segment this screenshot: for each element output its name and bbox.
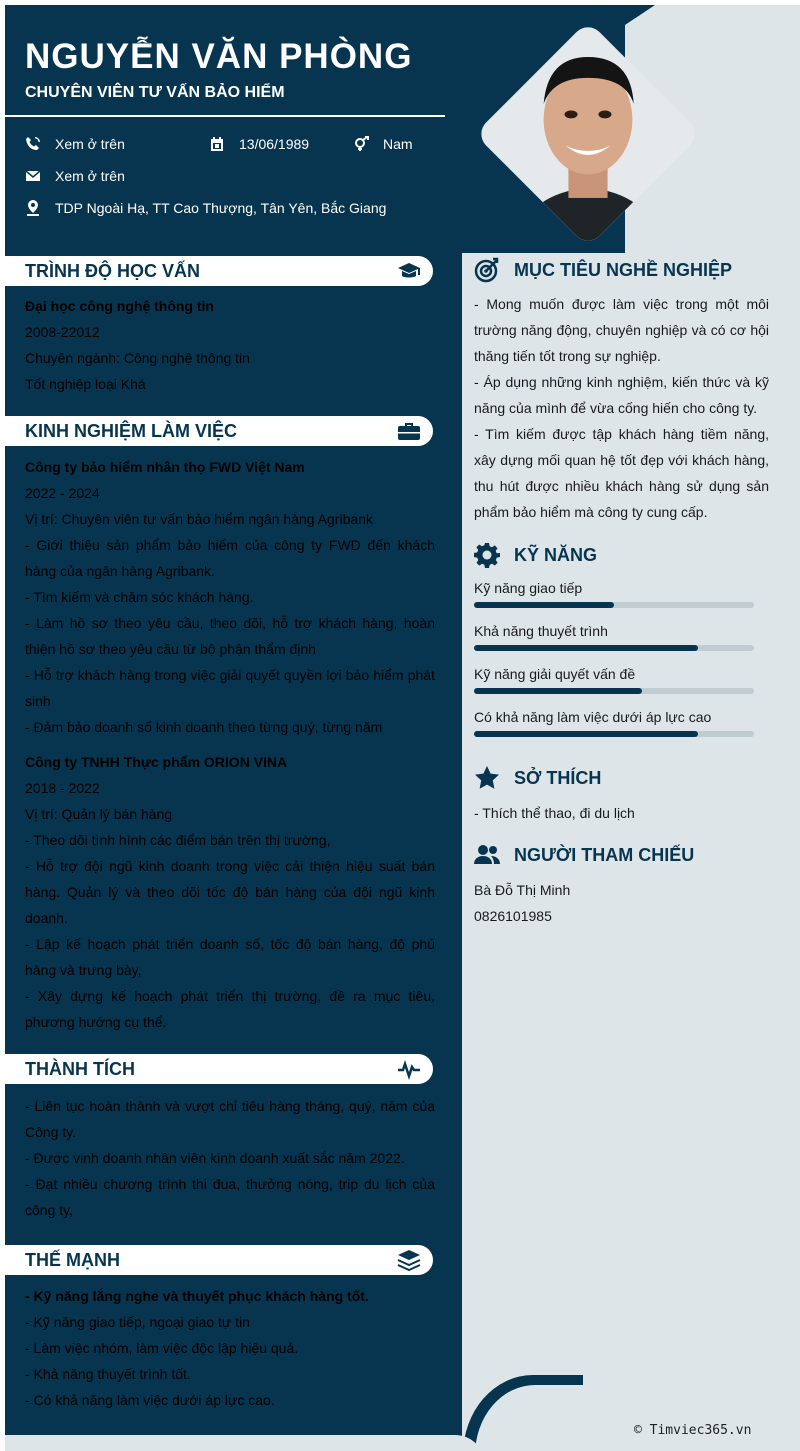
job-1-duty: - Hỗ trợ khách hàng trong việc giải quyết quyền lợi bảo hiểm phát sinh	[25, 667, 435, 709]
job-1-duty: - Làm hồ sơ theo yêu cầu, theo dõi, hỗ trợ khách hàng, hoàn thiện hồ sơ theo yêu cầu từ bộ phận thẩm định	[25, 615, 435, 657]
job-2-years: 2018 - 2022	[25, 780, 100, 796]
achievement-item: - Liên tục hoàn thành và vượt chỉ tiêu hàng tháng, quý, năm của Công ty.	[25, 1098, 435, 1140]
calendar-icon	[209, 136, 225, 152]
star-icon	[474, 765, 500, 791]
phone-text: Xem ở trên	[55, 136, 125, 152]
strength-item: - Có khả năng làm việc dưới áp lực cao.	[25, 1392, 275, 1408]
objective-item: - Mong muốn được làm việc trong một môi trường năng động, chuyên nghiệp và có cơ hội thăng tiến tốt trong sự nghiệp.	[474, 296, 769, 364]
strength-item: - Làm việc nhóm, làm việc độc lập hiệu quả.	[25, 1340, 299, 1356]
hobbies-text	[474, 800, 769, 826]
skill-bar-fill	[474, 731, 698, 737]
skill-label: Kỹ năng giao tiếp	[474, 580, 583, 596]
job-1-duty: - Đảm bảo doanh số kinh doanh theo từng quý, từng năm	[25, 719, 383, 735]
candidate-name: NGUYỄN VĂN PHÒNG	[25, 37, 413, 76]
graduation-cap-icon	[397, 260, 421, 282]
achievements-heading-text: THÀNH TÍCH	[25, 1058, 135, 1079]
map-pin-icon	[25, 200, 41, 216]
skills-heading-text: KỸ NĂNG	[514, 544, 598, 565]
target-icon	[474, 257, 500, 283]
skill-bar	[474, 688, 754, 694]
education-heading-text: TRÌNH ĐỘ HỌC VẤN	[25, 260, 200, 281]
hobby-item: - Thích thể thao, đi du lịch	[474, 805, 635, 821]
strength-item: - Kỹ năng lắng nghe và thuyết phục khách hàng tốt.	[25, 1288, 369, 1304]
envelope-icon	[25, 168, 41, 184]
skill-bar-fill	[474, 645, 698, 651]
job-1-duty: - Giới thiệu sản phẩm bảo hiểm của công ty FWD đến khách hàng của ngân hàng Agribank.	[25, 537, 435, 579]
strength-item: - Khả năng thuyết trình tốt.	[25, 1366, 191, 1382]
references-heading	[474, 842, 694, 868]
skill-item	[474, 709, 754, 737]
job-1-duty: - Tìm kiếm và chăm sóc khách hàng.	[25, 589, 254, 605]
watermark-credit: © Timviec365.vn	[634, 1423, 752, 1438]
strength-item: - Kỹ năng giao tiếp, ngoại giao tự tin	[25, 1314, 250, 1330]
education-details	[25, 293, 435, 397]
achievements-list	[25, 1093, 435, 1223]
skill-bar-fill	[474, 688, 642, 694]
skill-bar-fill	[474, 602, 614, 608]
skill-item	[474, 623, 754, 651]
cv-page	[5, 5, 800, 1451]
objective-heading	[474, 257, 732, 283]
skill-bar	[474, 645, 754, 651]
job-2-duty: - Xây dựng kế hoạch phát triển thị trường, đề ra mục tiêu, phương hướng cụ thể.	[25, 988, 435, 1030]
education-major: Chuyên ngành: Công nghệ thông tin	[25, 350, 250, 366]
email-text: Xem ở trên	[55, 168, 125, 184]
job-1-position: Vị trí: Chuyên viên tư vấn bảo hiểm ngân hàng Agribank	[25, 511, 373, 527]
skill-label: Kỹ năng giải quyết vấn đề	[474, 666, 636, 682]
references-heading-text: NGƯỜI THAM CHIẾU	[514, 844, 695, 865]
job-2-company: Công ty TNHH Thực phẩm ORION VINA	[25, 754, 288, 770]
education-heading	[5, 256, 433, 286]
job-2-position: Vị trí: Quản lý bán hàng	[25, 806, 173, 822]
pulse-icon	[397, 1058, 421, 1080]
experience-heading-text: KINH NGHIỆM LÀM VIỆC	[25, 420, 238, 441]
objective-item: - Áp dụng những kinh nghiệm, kiến thức và kỹ năng của mình để vừa cống hiến cho công ty.	[474, 374, 769, 416]
job-2-duty: - Hỗ trợ đội ngũ kinh doanh trong việc cải thiện hiệu suất bán hàng. Quản lý và theo dõi tốc độ bán hàng của đội ngũ kinh doanh.	[25, 858, 435, 926]
strengths-heading	[5, 1245, 433, 1275]
hobbies-heading	[474, 765, 601, 791]
phone-icon	[25, 136, 41, 152]
birthday-text: 13/06/1989	[239, 136, 310, 152]
achievements-heading	[5, 1054, 433, 1084]
achievement-item: - Được vinh doanh nhân viên kinh doanh xuất sắc năm 2022.	[25, 1150, 405, 1166]
email-info	[25, 168, 125, 184]
title-divider	[5, 115, 445, 117]
photo-image	[475, 21, 702, 248]
gender-info	[353, 136, 413, 152]
skill-item	[474, 666, 754, 694]
address-info	[25, 200, 386, 216]
job-title: CHUYÊN VIÊN TƯ VẤN BẢO HIỂM	[25, 84, 285, 101]
skill-item	[474, 580, 754, 608]
skills-heading	[474, 542, 597, 568]
job-1	[25, 454, 435, 740]
job-1-company: Công ty bảo hiểm nhân thọ FWD Việt Nam	[25, 459, 305, 475]
skill-label: Khả năng thuyết trình	[474, 623, 608, 639]
school-name: Đại học công nghệ thông tin	[25, 298, 214, 314]
education-years: 2008-22012	[25, 324, 100, 340]
phone-info	[25, 136, 125, 152]
job-2	[25, 749, 435, 1035]
strengths-heading-text: THẾ MẠNH	[25, 1249, 120, 1270]
reference-name: Bà Đỗ Thị Minh	[474, 882, 571, 898]
address-text: TDP Ngoài Hạ, TT Cao Thượng, Tân Yên, Bắc Giang	[55, 200, 387, 216]
birthday-info	[209, 136, 309, 152]
achievement-item: - Đạt nhiều chương trình thi đua, thưởng nóng, trip du lịch của công ty,	[25, 1176, 435, 1218]
objective-heading-text: MỤC TIÊU NGHỀ NGHIỆP	[514, 259, 733, 280]
gender-text: Nam	[383, 136, 413, 152]
layers-icon	[397, 1249, 421, 1271]
skill-label: Có khả năng làm việc dưới áp lực cao	[474, 709, 712, 725]
profile-photo	[479, 25, 697, 243]
job-1-years: 2022 - 2024	[25, 485, 100, 501]
objective-text	[474, 291, 769, 525]
education-grade: Tốt nghiệp loại Khá	[25, 376, 146, 392]
gear-icon	[474, 542, 500, 568]
job-2-duty: - Lập kế hoạch phát triển doanh số, tốc độ bán hàng, độ phủ hàng và trưng bày,	[25, 936, 435, 978]
portrait-illustration	[475, 21, 702, 248]
bottom-curve	[5, 1435, 485, 1451]
skill-bar	[474, 602, 754, 608]
experience-heading	[5, 416, 433, 446]
hobbies-heading-text: SỞ THÍCH	[514, 767, 602, 788]
reference-phone: 0826101985	[474, 908, 552, 924]
strengths-list	[25, 1283, 435, 1413]
objective-item: - Tìm kiếm được tập khách hàng tiềm năng, xây dựng mối quan hệ tốt đẹp với khách hàng, thu hút được nhiều khách hàng sử dụng sản phẩm bảo hiểm mà công ty cung cấp.	[474, 426, 769, 520]
job-2-duty: - Theo dõi tình hình các điểm bán trên thị trường,	[25, 832, 331, 848]
users-icon	[474, 842, 500, 868]
gender-icon	[353, 136, 369, 152]
skill-bar	[474, 731, 754, 737]
references-text	[474, 877, 769, 929]
briefcase-icon	[397, 420, 421, 442]
